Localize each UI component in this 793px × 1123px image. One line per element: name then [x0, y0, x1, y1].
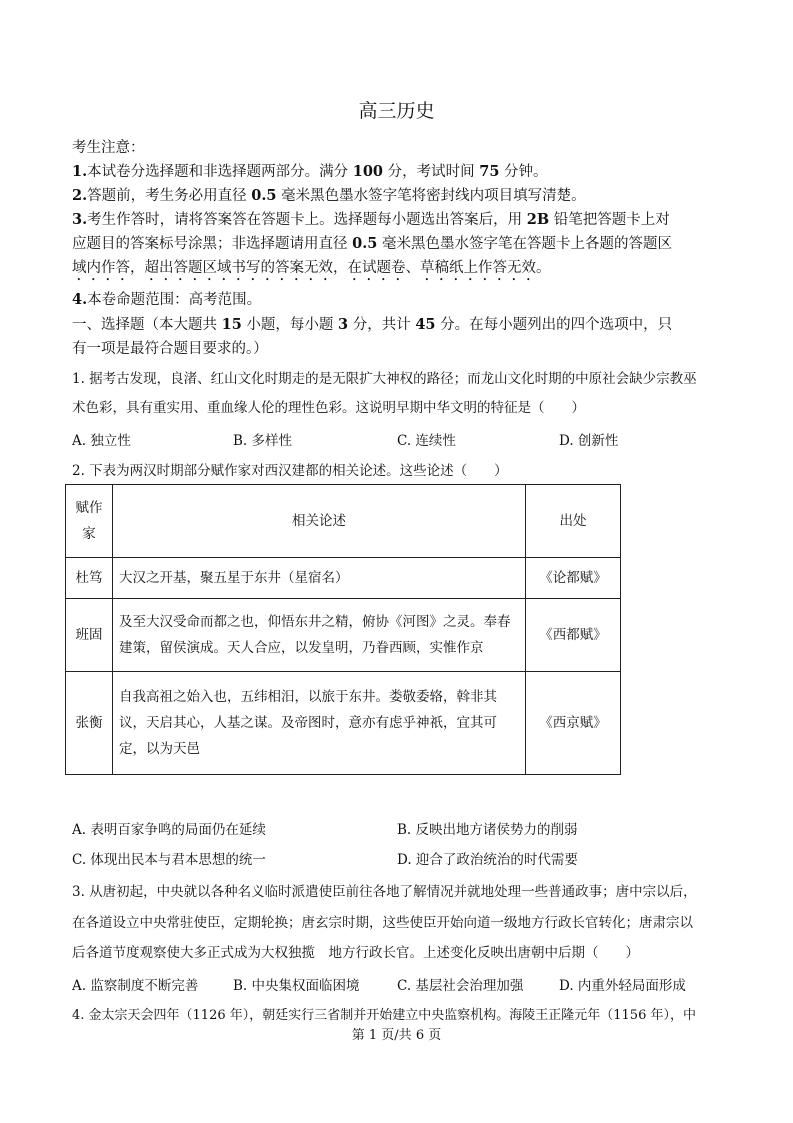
table-header-author: 赋作家 — [66, 485, 113, 558]
q3-stem-line-3: 后各道节度观察使大多正式成为大权独揽 地方行政长官。上述变化反映出唐朝中后期（ ） — [72, 945, 639, 961]
q1-option-d: D. 创新性 — [559, 433, 619, 449]
q1-stem-line-2: 术色彩，具有重实用、重血缘人伦的理性色彩。这说明早期中华文明的特征是（ ） — [72, 400, 585, 416]
q3-option-d: D. 内重外轻局面形成 — [559, 978, 686, 994]
table-cell-text: 大汉之开基，聚五星于东井（星宿名） — [113, 558, 526, 599]
notice-item-2: 2.答题前，考生务必用直径 0.5 毫米黑色墨水签字笔将密封线内项目填写清楚。 — [72, 187, 586, 204]
q1-option-b: B. 多样性 — [233, 433, 293, 449]
q4-stem-line-1: 4. 金太宗天会四年（1126 年），朝廷实行三省制并开始建立中央监察机构。海陵王正隆元年（1156 年），中 — [72, 1008, 696, 1023]
q2-option-c: C. 体现出民本与君本思想的统一 — [72, 852, 266, 868]
section-1-line-2: 有一项是最符合题目要求的。） — [72, 341, 268, 357]
notice-item-3-line-1: 3.考生作答时，请将答案答在答题卡上。选择题每小题选出答案后，用 2B 铅笔把答题卡上对 — [72, 211, 670, 228]
section-1-line-1: 一、选择题（本大题共 15 小题，每小题 3 分，共计 45 分。在每小题列出的四个选项中，只 — [72, 316, 673, 333]
notice-item-1: 1.本试卷分选择题和非选择题两部分。满分 100 分，考试时间 75 分钟。 — [72, 163, 548, 180]
table-row — [66, 599, 621, 672]
q1-option-c: C. 连续性 — [397, 433, 456, 449]
page-title: 高三历史 — [358, 100, 435, 122]
q1-option-a: A. 独立性 — [72, 433, 131, 449]
q3-option-a: A. 监察制度不断完善 — [72, 978, 199, 994]
table-cell-text: 自我高祖之始入也，五纬相汨，以旅于东井。娄敬委辂，斡非其议，天启其心，人基之谋。及帝图时，意亦有虑乎神祇，宜其可定，以为天邑 — [113, 672, 526, 775]
table-cell-source: 《西京赋》 — [526, 672, 621, 775]
table-cell-text: 及至大汉受命而都之也，仰悟东井之精，俯协《河图》之灵。奉春建策，留侯演成。天人合应，以发皇明，乃眷西顾，实惟作京 — [113, 599, 526, 672]
q3-option-b: B. 中央集权面临困境 — [233, 978, 360, 994]
notice-heading: 考生注意： — [72, 140, 145, 156]
table-row — [66, 558, 621, 599]
notice-item-4: 4.本卷命题范围：高考范围。 — [72, 291, 262, 308]
q3-stem-line-2: 在各道设立中央常驻使臣，定期轮换；唐玄宗时期，这些使臣开始向道一级地方行政长官转化；唐肃宗以 — [72, 915, 693, 931]
q2-option-d: D. 迎合了政治统治的时代需要 — [397, 852, 578, 868]
table-header-row — [66, 485, 621, 558]
q3-stem-line-1: 3. 从唐初起，中央就以各种名义临时派遣使臣前往各地了解情况并就地处理一些普通政事；唐中宗以后， — [72, 884, 697, 900]
q1-stem-line-1: 1. 据考古发现，良渚、红山文化时期走的是无限扩大神权的路径；而龙山文化时期的中原社会缺少宗教巫 — [72, 371, 697, 387]
q2-option-b: B. 反映出地方诸侯势力的削弱 — [397, 822, 578, 838]
notice-item-3-line-3: 域内作答，超出答题区域书写的答案无效，在试题卷、草稿纸上作答无效。 — [72, 260, 551, 276]
fu-writers-table — [65, 484, 621, 775]
table-row — [66, 672, 621, 775]
q2-option-a: A. 表明百家争鸣的局面仍在延续 — [72, 822, 266, 838]
table-cell-author: 杜笃 — [66, 558, 113, 599]
q2-stem: 2. 下表为两汉时期部分赋作家对西汉建都的相关论述。这些论述（ ） — [72, 463, 508, 479]
table-cell-author: 班固 — [66, 599, 113, 672]
notice-item-3-line-2: 应题目的答案标号涂黑；非选择题请用直径 0.5 毫米黑色墨水签字笔在答题卡上各题的答题区 — [72, 235, 672, 252]
table-header-source: 出处 — [526, 485, 621, 558]
table-cell-source: 《西都赋》 — [526, 599, 621, 672]
page-footer: 第 1 页/共 6 页 — [351, 1028, 442, 1043]
table-cell-author: 张衡 — [66, 672, 113, 775]
q3-option-c: C. 基层社会治理加强 — [397, 978, 524, 994]
table-header-text: 相关论述 — [113, 485, 526, 558]
table-cell-source: 《论都赋》 — [526, 558, 621, 599]
